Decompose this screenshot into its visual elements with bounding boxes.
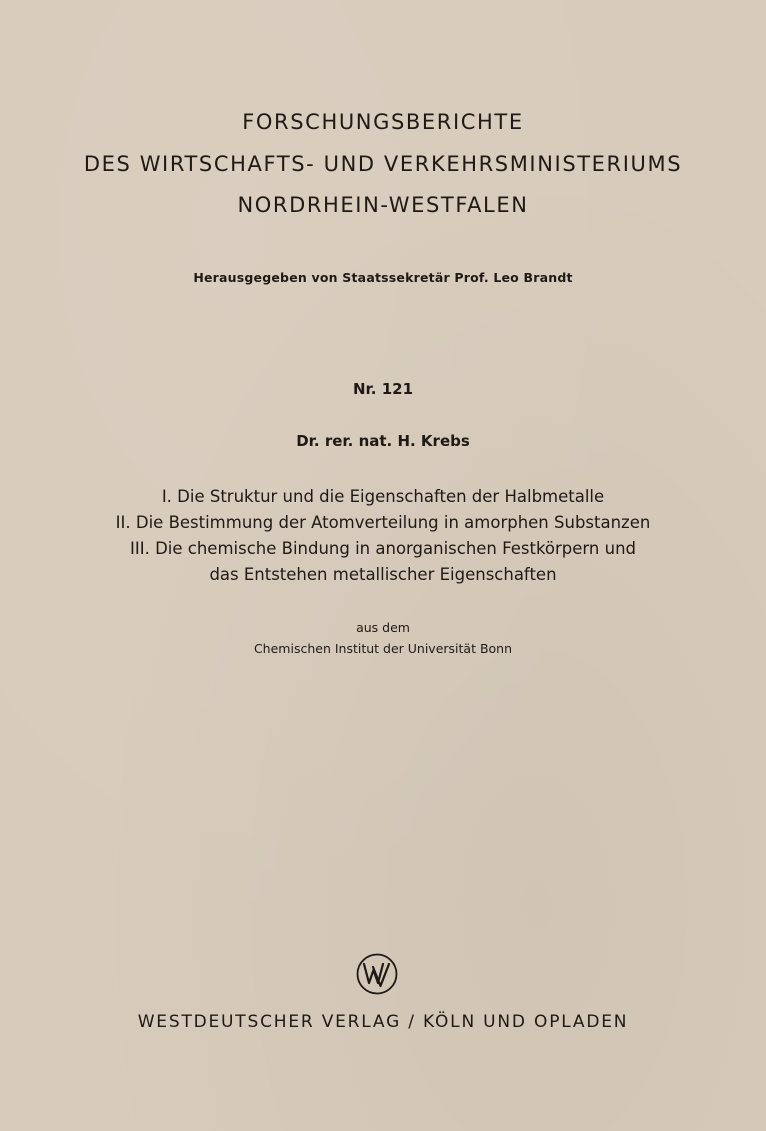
series-title-line-2: DES WIRTSCHAFTS- UND VERKEHRSMINISTERIUMS — [83, 152, 683, 176]
author-name: Dr. rer. nat. H. Krebs — [296, 432, 470, 450]
institution-block — [0, 617, 766, 659]
title-line-4: das Entstehen metallischer Eigenschaften — [209, 565, 557, 584]
series-title-line-1: FORSCHUNGSBERICHTE — [242, 110, 524, 134]
title-line-3: III. Die chemische Bindung in anorganischen Festkörpern und — [129, 539, 636, 558]
wv-publisher-logo-icon — [356, 953, 398, 995]
title-line-2: II. Die Bestimmung der Atomverteilung in amorphen Substanzen — [115, 513, 651, 532]
series-title-line-3: NORDRHEIN-WESTFALEN — [237, 193, 529, 217]
report-titles — [0, 484, 766, 588]
title-line-1: I. Die Struktur und die Eigenschaften der Halbmetalle — [161, 487, 605, 506]
from-label: aus dem — [356, 620, 410, 635]
editor-line: Herausgegeben von Staatssekretär Prof. Leo Brandt — [193, 270, 573, 285]
report-number: Nr. 121 — [352, 380, 414, 398]
publisher-line: WESTDEUTSCHER VERLAG / KÖLN UND OPLADEN — [137, 1012, 629, 1032]
institution-name: Chemischen Institut der Universität Bonn — [253, 641, 513, 656]
